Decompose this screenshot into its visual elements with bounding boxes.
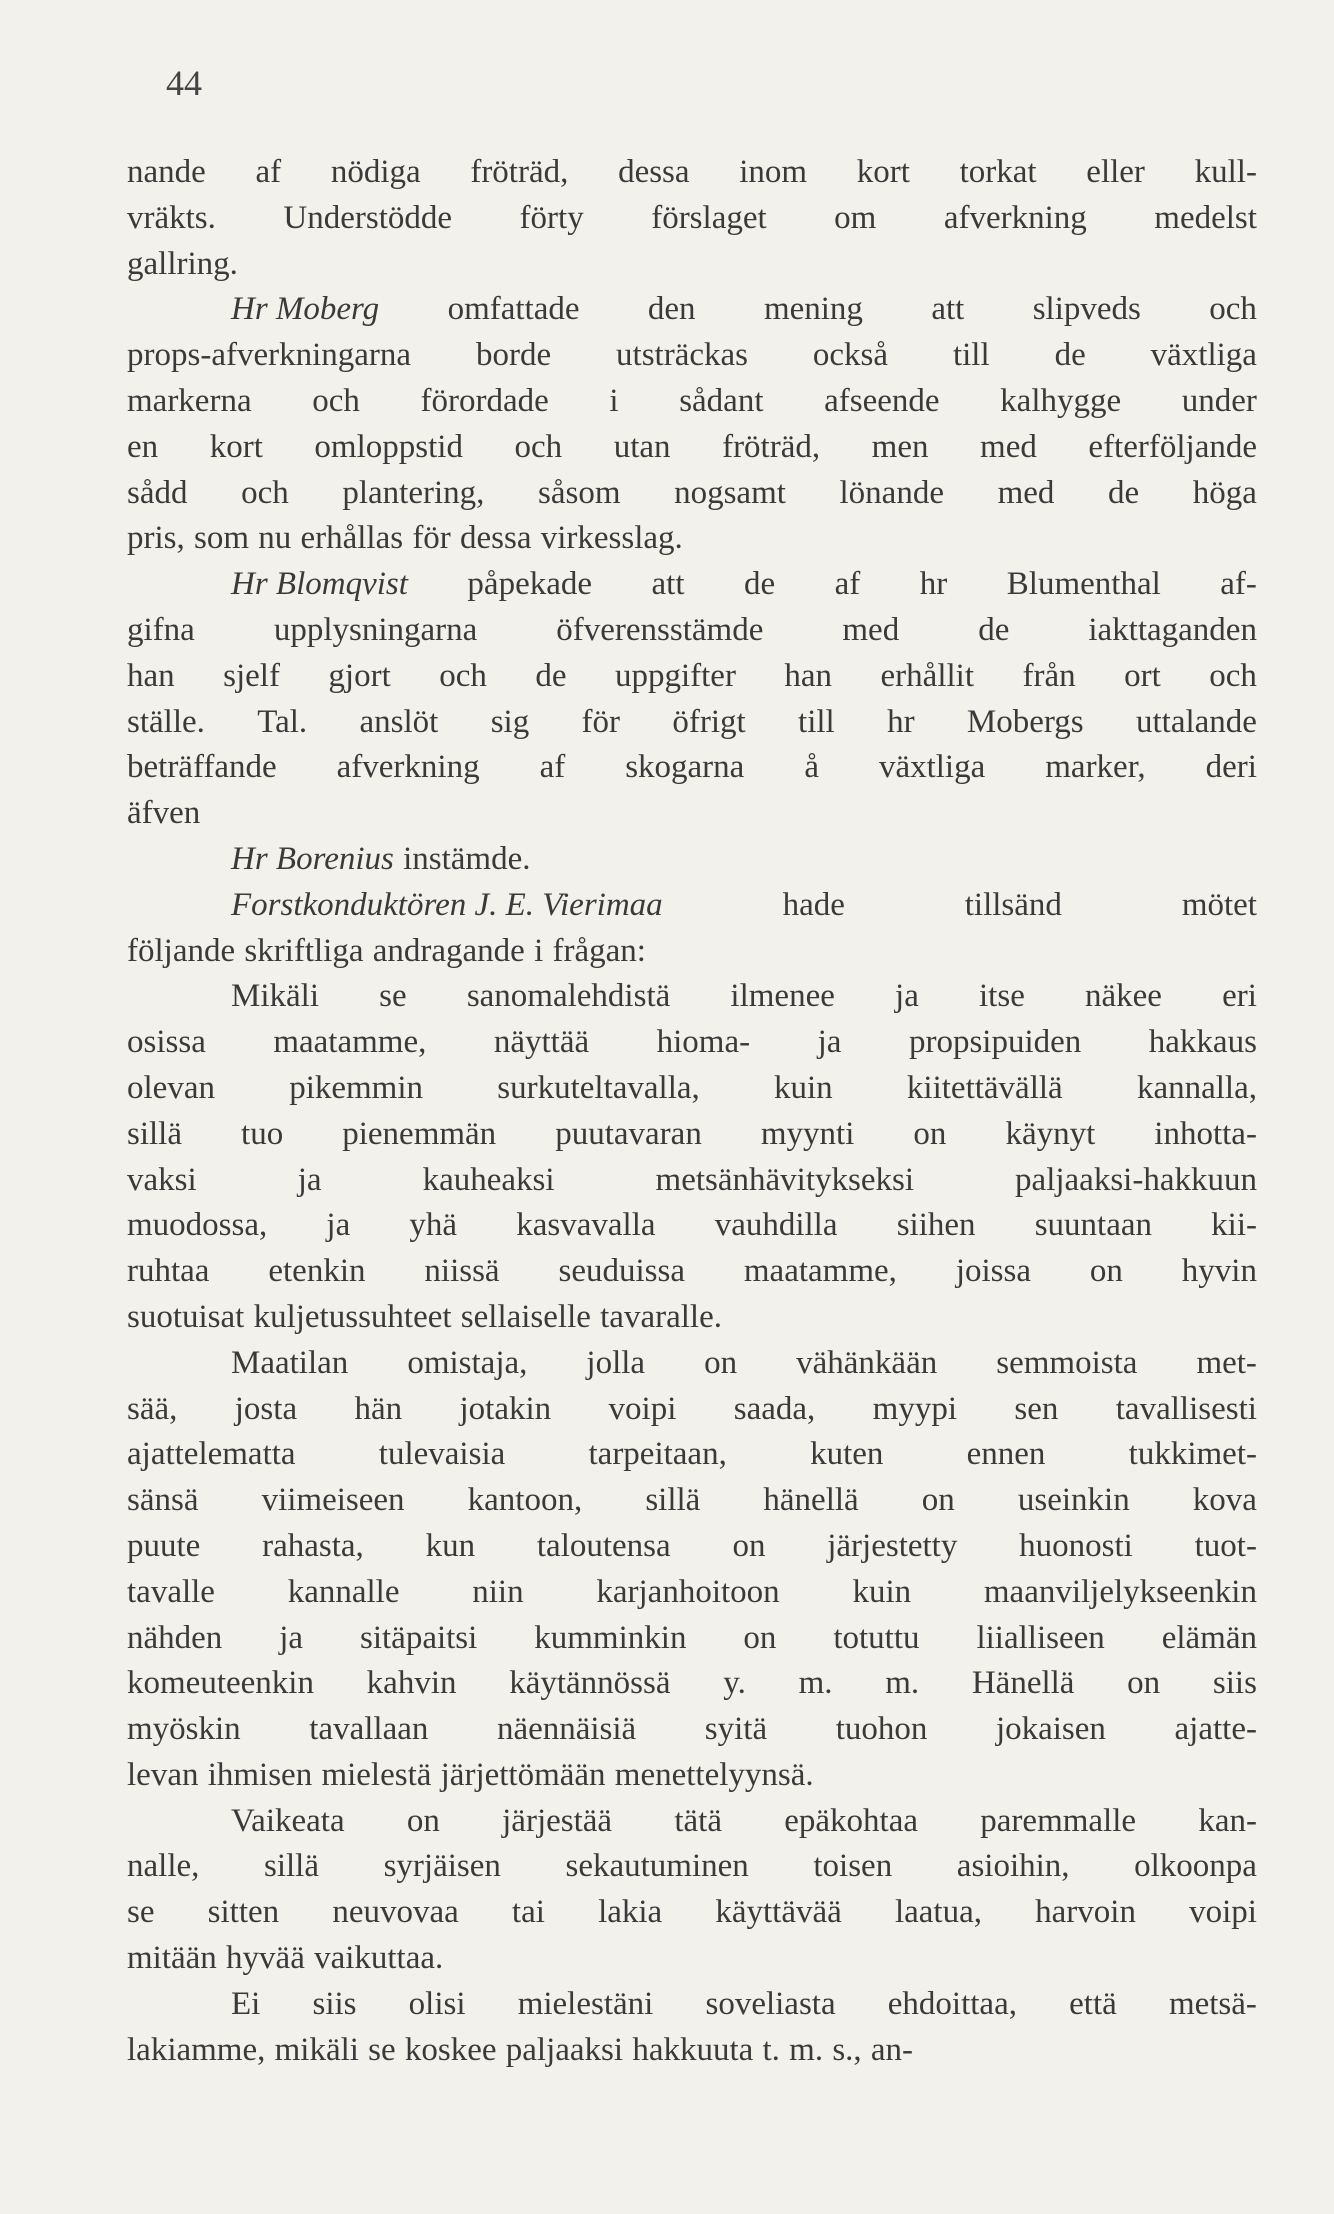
- paragraph: [127, 883, 1257, 975]
- text-line: sänsä viimeiseen kantoon, sillä hänellä on useinkin kova: [127, 1482, 1257, 1519]
- text-line: vaksi ja kauheaksi metsänhävitykseksi paljaaksi-hakkuun: [127, 1161, 1257, 1198]
- text-line: Ei siis olisi mielestäni soveliasta ehdoittaa, että metsä-: [231, 1985, 1257, 2022]
- paragraph: [127, 1982, 1257, 2074]
- text-line: följande skriftliga andragande i frågan:: [127, 932, 646, 969]
- text-line: Hr Blomqvist påpekade att de af hr Blumenthal af-: [127, 562, 1257, 608]
- text-line: nalle, sillä syrjäisen sekautuminen toisen asioihin, olkoonpa: [127, 1848, 1257, 1885]
- text-line: vräkts. Understödde förty förslaget om afverkning medelst: [127, 199, 1257, 236]
- text-line: tavalle kannalle niin karjanhoitoon kuin maanviljelykseenkin: [127, 1573, 1257, 1610]
- text-line: Mikäli se sanomalehdistä ilmenee ja itse näkee eri: [231, 978, 1257, 1015]
- paragraph: [127, 150, 1257, 287]
- text-line: sillä tuo pienemmän puutavaran myynti on käynyt inhotta-: [127, 1115, 1257, 1152]
- page-number: 44: [166, 63, 202, 103]
- text-line: Forstkonduktören J. E. Vierimaa hade tillsänd mötet: [127, 883, 1257, 929]
- text-line: ruhtaa etenkin niissä seuduissa maatamme, joissa on hyvin: [127, 1253, 1257, 1290]
- text-line: nähden ja sitäpaitsi kumminkin on totuttu liialliseen elämän: [127, 1619, 1257, 1656]
- text-line: markerna och förordade i sådant afseende kalhygge under: [127, 382, 1257, 419]
- text-line: Hr Borenius instämde.: [127, 837, 1257, 883]
- text-line: levan ihmisen mielestä järjettömään menettelyynsä.: [127, 1756, 814, 1793]
- speaker-name: Hr Blomqvist: [231, 566, 408, 603]
- text-line: olevan pikemmin surkuteltavalla, kuin kiitettävällä kannalla,: [127, 1069, 1257, 1106]
- text-line: beträffande afverkning af skogarna å växtliga marker, deri: [127, 749, 1257, 786]
- text-line: han sjelf gjort och de uppgifter han erhållit från ort och: [127, 657, 1257, 694]
- text-line: puute rahasta, kun taloutensa on järjestetty huonosti tuot-: [127, 1527, 1257, 1564]
- text-line: en kort omloppstid och utan fröträd, men med efterföljande: [127, 428, 1257, 465]
- text-line: pris, som nu erhållas för dessa virkesslag.: [127, 520, 683, 557]
- paragraph: [127, 1341, 1257, 1799]
- text-line: Hr Moberg omfattade den mening att slipveds och: [127, 287, 1257, 333]
- text-line: komeuteenkin kahvin käytännössä y. m. m. Hänellä on siis: [127, 1665, 1257, 1702]
- text-line: äfven: [127, 795, 201, 832]
- text-line: gifna upplysningarna öfverensstämde med de iakttaganden: [127, 611, 1257, 648]
- paragraph: [127, 1799, 1257, 1982]
- text-line: mitään hyvää vaikuttaa.: [127, 1940, 444, 1977]
- text-line: props-afverkningarna borde utsträckas också till de växtliga: [127, 337, 1257, 374]
- text-line: lakiamme, mikäli se koskee paljaaksi hakkuuta t. m. s., an-: [127, 2031, 914, 2068]
- paragraph: [127, 562, 1257, 837]
- text-line: suotuisat kuljetussuhteet sellaiselle tavaralle.: [127, 1298, 722, 1335]
- speaker-name: Forstkonduktören J. E. Vierimaa: [231, 886, 663, 923]
- text-line: sådd och plantering, såsom nogsamt lönande med de höga: [127, 474, 1257, 511]
- speaker-name: Hr Borenius: [231, 840, 394, 877]
- text-line: muodossa, ja yhä kasvavalla vauhdilla siihen suuntaan kii-: [127, 1207, 1257, 1244]
- text-line: gallring.: [127, 245, 238, 282]
- text-line: ajattelematta tulevaisia tarpeitaan, kuten ennen tukkimet-: [127, 1436, 1257, 1473]
- text-line: osissa maatamme, näyttää hioma- ja propsipuiden hakkaus: [127, 1024, 1257, 1061]
- text-line: nande af nödiga fröträd, dessa inom kort torkat eller kull-: [127, 154, 1257, 190]
- text-line: se sitten neuvovaa tai lakia käyttävää laatua, harvoin voipi: [127, 1894, 1257, 1931]
- body-text: [127, 150, 1257, 2073]
- text-line: Maatilan omistaja, jolla on vähänkään semmoista met-: [231, 1344, 1257, 1381]
- text-line: myöskin tavallaan näennäisiä syitä tuohon jokaisen ajatte-: [127, 1711, 1257, 1748]
- paragraph: [127, 287, 1257, 562]
- text-line: Vaikeata on järjestää tätä epäkohtaa paremmalle kan-: [231, 1802, 1257, 1839]
- paragraph: [127, 837, 1257, 883]
- text-line: sää, josta hän jotakin voipi saada, myypi sen tavallisesti: [127, 1390, 1257, 1427]
- text-line: ställe. Tal. anslöt sig för öfrigt till hr Mobergs uttalande: [127, 703, 1257, 740]
- speaker-name: Hr Moberg: [231, 291, 380, 328]
- paragraph: [127, 974, 1257, 1340]
